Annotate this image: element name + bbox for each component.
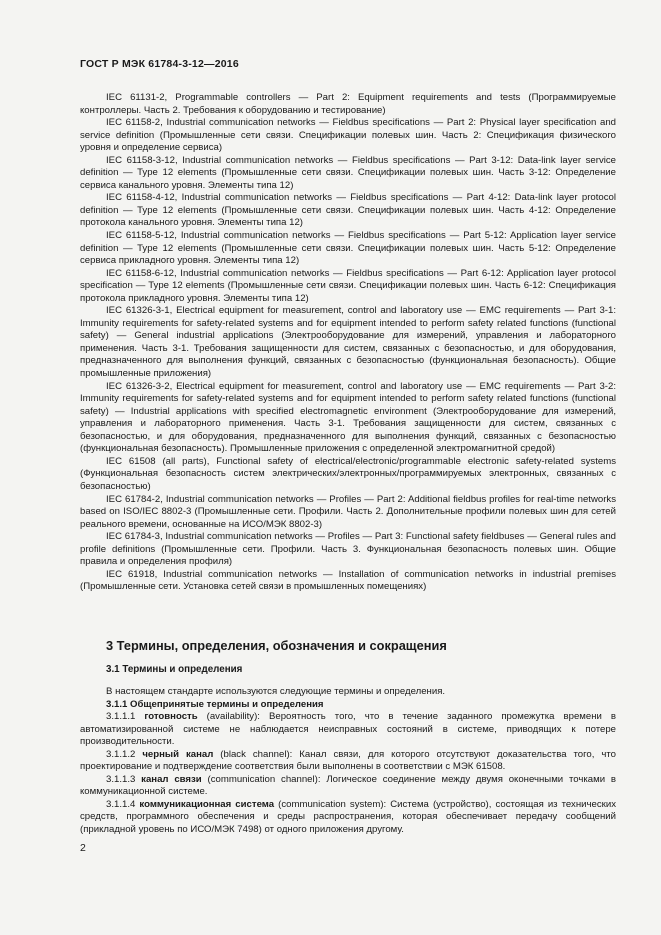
- term-text: (black channel): Канал связи, для которого отсутствуют доказательства того, что проектирование и подтверждение соответствия были выполнены в соответствии с МЭК 61508.: [80, 748, 617, 773]
- term-name: канал связи: [141, 773, 202, 785]
- reference-item: IEC 61158-6-12, Industrial communication networks — Fieldbus specifications — Part 6-12: Application layer protocol specification — Type 12 elements (Промышленные сети связи. Спецификации полевых шин. Часть 6-12: Спецификация протокола прикладного уровня. Элементы типа 12): [80, 267, 616, 304]
- reference-item: IEC 61784-2, Industrial communication networks — Profiles — Part 2: Additional fieldbus profiles for real-time networks based on ISO/IEC 8802-3 (Промышленные сети. Профили. Часть 2. Дополнительные профили полевых шин для сетей реального времени, основанные на ИСО/МЭК 8802-3): [80, 493, 616, 530]
- reference-item: IEC 61158-4-12, Industrial communication networks — Fieldbus specifications — Part 4-12: Data-link layer protocol definition — Type 12 elements (Промышленные сети связи. Спецификации полевых шин. Часть 4-12: Определение протокола канального уровня. Элементы типа 12): [80, 192, 616, 229]
- reference-item: IEC 61158-5-12, Industrial communication networks — Fieldbus specifications — Part 5-12: Application layer service definition — Type 12 elements (Промышленные сети связи. Спецификации полевых шин. Часть 5-12: Определение сервиса прикладного уровня. Элементы типа 12): [80, 230, 616, 267]
- term-number: 3.1.1.4: [106, 798, 136, 810]
- term-number: 3.1.1.1: [106, 711, 136, 723]
- reference-item: IEC 61918, Industrial communication networks — Installation of communication networks in industrial premises (Промышленные сети. Установка сетей связи в промышленных помещениях): [80, 568, 616, 593]
- reference-item: IEC 61158-3-12, Industrial communication networks — Fieldbus specifications — Part 3-12: Data-link layer service definition — Type 12 elements (Промышленные сети связи. Спецификации полевых шин. Часть 3-12: Определение сервиса канального уровня. Элементы типа 12): [80, 154, 616, 191]
- term-text: (communication system): Система (устройство), состоящая из технических средств, программного обеспечения и среды распространения, которая обеспечивает передачу сообщений (прикладной уровень по ИСО/МЭК 7498) от одного приложения другому.: [80, 798, 616, 836]
- reference-item: IEC 61326-3-1, Electrical equipment for measurement, control and laboratory use — EMC requirements — Part 3-1: Immunity requirements for safety-related systems and for equipment intended to perform safety related functions (functional safety) — General industrial applications (Электрооборудование для измерений, управления и лабораторного применения. Часть 3-1. Требования защищенности для систем, связанных с безопасностью, и для оборудования, предназначенного для выполнения функций, связанных с безопасностью (функциональная безопасность). Общие промышленные приложения): [80, 305, 616, 380]
- reference-item: IEC 61784-3, Industrial communication networks — Profiles — Part 3: Functional safety fieldbuses — General rules and profile definitions (Промышленные сети. Профили. Часть 3. Функциональная безопасность полевых шин. Общие правила и определения профиля): [80, 531, 616, 568]
- subsubsection-heading: 3.1.1 Общепринятые термины и определения: [106, 698, 324, 710]
- term-definition: [80, 799, 616, 837]
- reference-item: IEC 61326-3-2, Electrical equipment for measurement, control and laboratory use — EMC requirements — Part 3-2: Immunity requirements for safety-related systems and for equipment intended to perform safety related functions (functional safety) — Industrial applications with specified electromagnetic environment (Электрооборудование для измерений, управления и лабораторного применения. Часть 3-1. Требования защищенности для систем, связанных с безопасностью, и для оборудования, предназначенного для выполнения функций, связанных с безопасностью (функциональная безопасность). Промышленные приложения с определенной электромагнитной средой): [80, 380, 616, 455]
- term-name: черный канал: [142, 748, 214, 760]
- term-name: коммуникационная система: [139, 798, 275, 810]
- term-definition: [80, 749, 616, 774]
- term-text: (availability): Вероятность того, что в течение заданного промежутка времени в автоматизированной системе не наблюдается неисправных состояний в системе, приводящих к потере производительности.: [80, 711, 616, 748]
- term-number: 3.1.1.2: [106, 748, 136, 760]
- section-heading: 3 Термины, определения, обозначения и сокращения: [106, 638, 447, 653]
- references-list: [80, 92, 616, 594]
- document-header: ГОСТ Р МЭК 61784-3-12—2016: [80, 58, 239, 70]
- intro-paragraph: В настоящем стандарте используются следующие термины и определения.: [106, 686, 446, 697]
- term-definition: [80, 711, 616, 749]
- subsection-heading: 3.1 Термины и определения: [106, 664, 243, 675]
- term-text: (communication channel): Логическое соединение между двумя оконечными точками в коммуникационной системе.: [80, 773, 616, 798]
- reference-item: IEC 61131-2, Programmable controllers — Part 2: Equipment requirements and tests (Программируемые контроллеры. Часть 2. Требования к оборудованию и тестирование): [80, 92, 616, 116]
- reference-item: IEC 61508 (all parts), Functional safety of electrical/electronic/programmable electronic safety-related systems (Функциональная безопасность систем электрических/электронных/программируемых электронных, связанных с безопасностью): [80, 455, 616, 492]
- term-number: 3.1.1.3: [106, 773, 136, 785]
- term-definition: [80, 774, 616, 799]
- term-name: готовность: [144, 711, 198, 723]
- page-number: 2: [80, 842, 86, 854]
- reference-item: IEC 61158-2, Industrial communication networks — Fieldbus specifications — Part 2: Physical layer specification and service definition (Промышленные сети связи. Спецификации полевых шин. Часть 2: Спецификация физического уровня и определение сервиса): [80, 117, 616, 154]
- definitions-body: [80, 686, 616, 837]
